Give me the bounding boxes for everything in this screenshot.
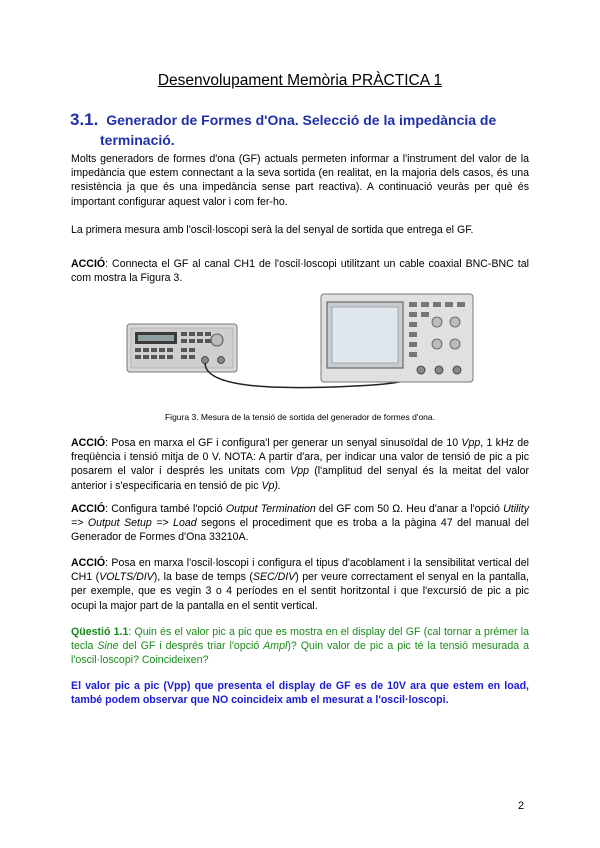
question-text-3: )? Quin valor de pic a pic té la tensió mesurada a l'oscil·loscopi? Coincideixen?: [71, 640, 529, 667]
intro-paragraph: Molts generadors de formes d'ona (GF) actuals permeten informar a l'instrument del valor de la impedància que estem connectant a la seva sortida (en realitat, en la majoria dels casos, és una resistència ja que és una impedància sense part reactiva). A continuació veuràs per què és important configurar aquest valor i com fer-ho.: [71, 153, 529, 208]
action-3-text-1: : Configura també l'opció: [105, 503, 226, 515]
action-3-text-2: del GF com 50 Ω. Heu d'anar a l'opció: [315, 503, 504, 515]
action-label: ACCIÓ: [71, 258, 106, 270]
page-number: 2: [518, 800, 525, 812]
action-paragraph-3: [71, 502, 529, 545]
page-title: Desenvolupament Memòria PRÀCTICA 1: [157, 72, 443, 89]
question-paragraph: [71, 625, 529, 668]
function-generator-illustration: [127, 324, 237, 372]
action-label: ACCIÓ: [71, 557, 106, 569]
action-4-text-1: : Posa en marxa l'oscil·loscopi i configura el tipus d'acoblament i la sensibilitat vertical del CH1 (: [71, 557, 529, 584]
vp-unit: Vp).: [261, 479, 281, 492]
question-text-2: del GF i després triar l'opció: [118, 640, 264, 653]
action-label: ACCIÓ: [71, 437, 106, 449]
vpp-unit: Vpp: [461, 437, 481, 449]
section-heading: [70, 110, 520, 150]
oscilloscope-illustration: [321, 294, 473, 382]
action-3-text-3: segons el procediment que es troba a la pàgina 47 del manual del Generador de Formes d'Ona 33210A.: [71, 517, 529, 544]
section-title-line2: terminació.: [100, 132, 175, 148]
action-4-text-2: ), la base de temps (: [153, 571, 253, 584]
action-4-text-3: ) per veure correctament el senyal en la pantalla, per exemple, que es vegin 3 o 4 períodes en el sentit horitzontal i que l'excursió de pic a pic ocupi la major part de la pantalla en el sentit vertical.: [71, 571, 529, 612]
output-termination-option: Output Termination: [225, 503, 316, 515]
action-paragraph-1: [71, 257, 529, 285]
menu-path: Utility => Output Setup => Load: [71, 503, 529, 530]
figure-3-illustration: [125, 292, 475, 392]
sec-div-control: SEC/DIV: [252, 571, 296, 584]
action-2-text-1: : Posa en marxa el GF i configura'l per generar un senyal sinusoïdal de 10: [105, 437, 462, 449]
volts-div-control: VOLTS/DIV: [99, 571, 154, 584]
section-title-line1: Generador de Formes d'Ona. Selecció de la impedància de: [106, 112, 497, 128]
ampl-option: Ampl: [263, 640, 288, 653]
first-measure-paragraph: La primera mesura amb l'oscil·loscopi serà la del senyal de sortida que entrega el GF.: [71, 224, 474, 236]
sine-key: Sine: [97, 640, 119, 653]
action-2-text-3: (l'amplitud del senyal és la meitat del valor anterior i s'especificaria en tensió de pic: [71, 465, 529, 492]
figure-caption: Figura 3. Mesura de la tensió de sortida del generador de formes d'ona.: [164, 412, 435, 422]
action-paragraph-2: [71, 436, 529, 493]
answer-paragraph: El valor pic a pic (Vpp) que presenta el display de GF es de 10V ara que estem en load, també podem observar que NO coincideix amb el mesurat a l'oscil·loscopi.: [71, 680, 529, 707]
section-number: 3.1.: [70, 110, 99, 129]
action-2-text-2: , 1 kHz de freqüència i tensió mitja de 0 V. NOTA: A partir d'ara, per indicar una valor de tensió de pic a pic posarem el valor i després les unitats com: [71, 437, 529, 478]
vpp-unit: Vpp: [290, 465, 309, 478]
action-label: ACCIÓ: [71, 503, 106, 515]
action-1-text: : Connecta el GF al canal CH1 de l'oscil·loscopi utilitzant un cable coaxial BNC-BNC tal com mostra la Figura 3.: [71, 258, 529, 285]
question-text-1: : Quin és el valor pic a pic que es mostra en el display del GF (cal tornar a prémer la tecla: [71, 626, 529, 653]
action-paragraph-4: [71, 556, 529, 613]
question-label: Qüestió 1.1: [71, 626, 129, 638]
